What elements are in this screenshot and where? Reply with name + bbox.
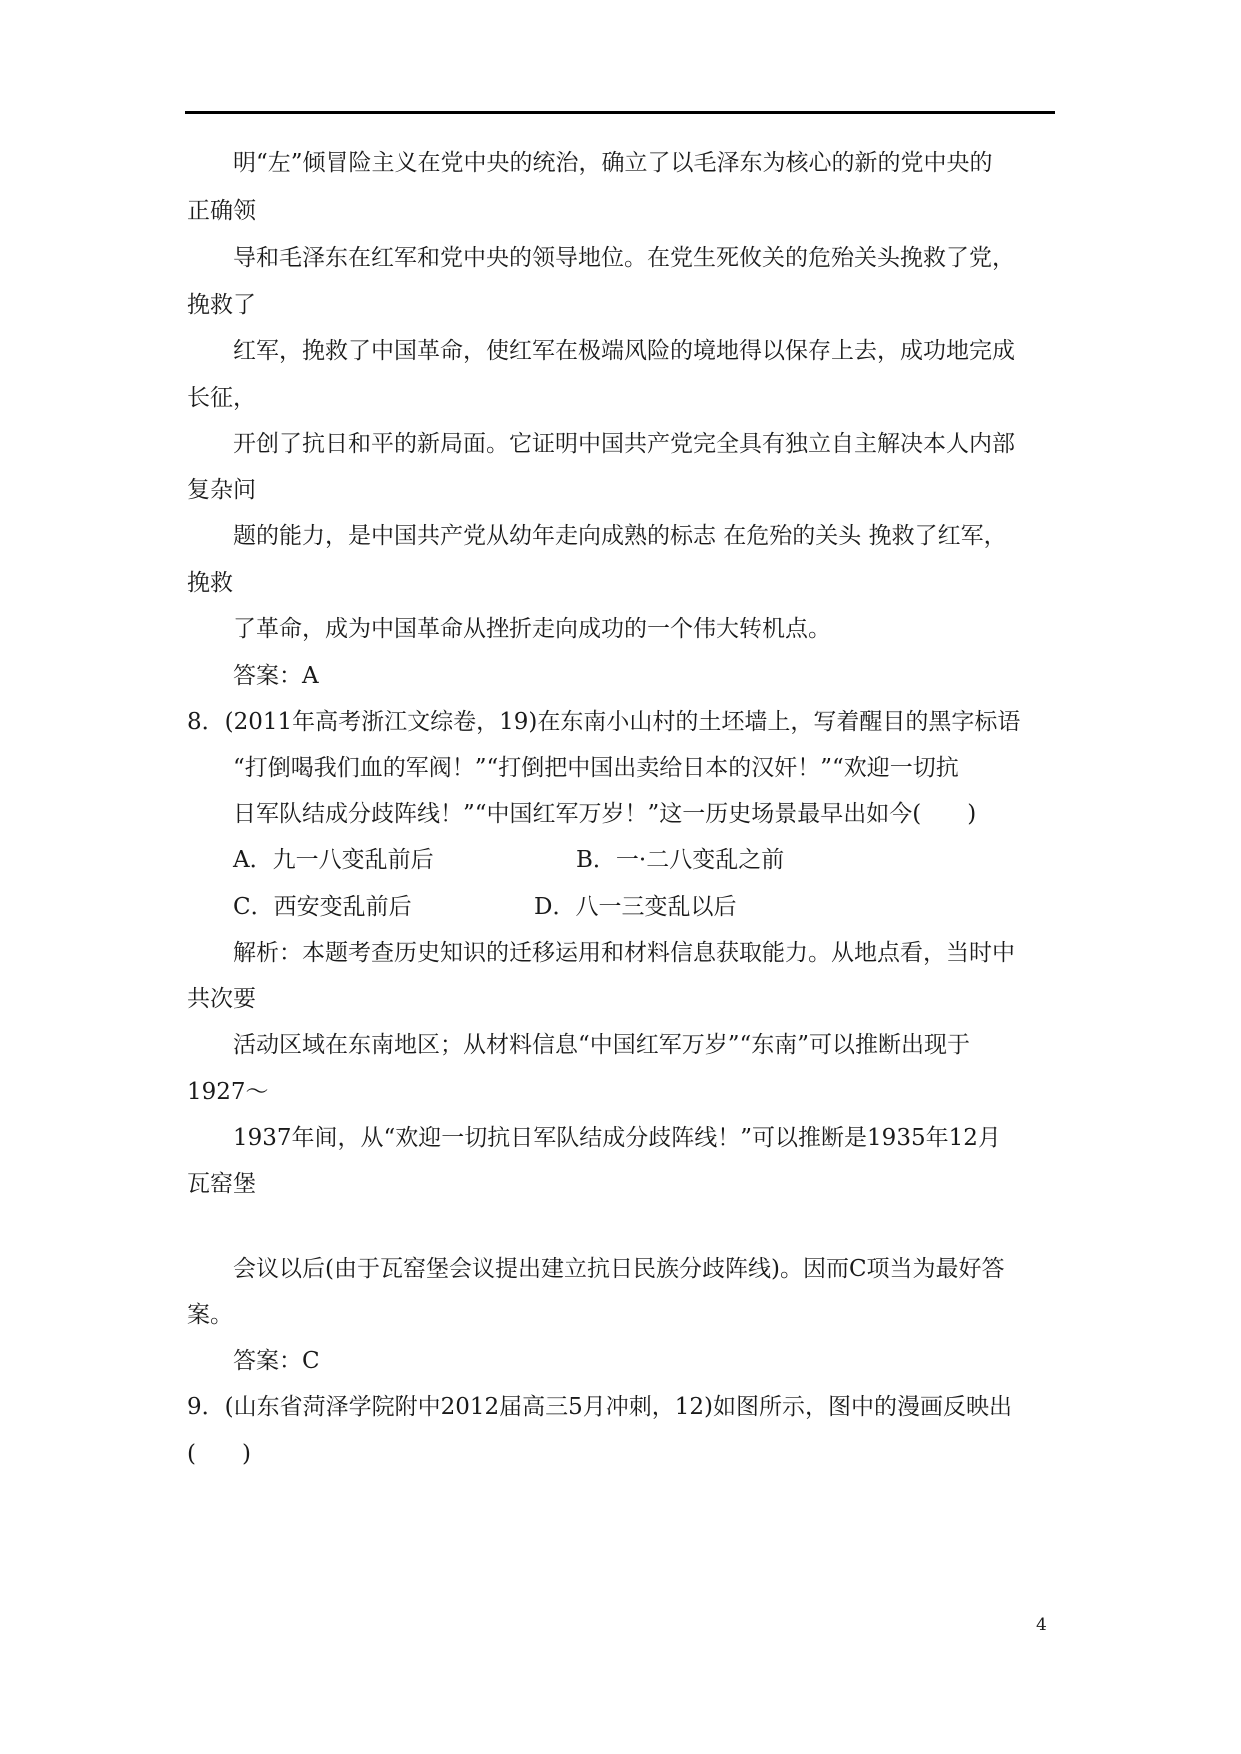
text-line: “打倒喝我们血的军阀！”“打倒把中国出卖给日本的汉奸！”“欢迎一切抗 xyxy=(233,755,959,781)
text-line: 导和毛泽东在红军和党中央的领导地位。在党生死攸关的危殆关头挽救了党， xyxy=(233,245,1015,271)
text-line: 共次要 xyxy=(187,986,256,1012)
text-line: 会议以后(由于瓦窑堡会议提出建立抗日民族分歧阵线)。因而C项当为最好答 xyxy=(233,1256,1005,1282)
question-9: 9．(山东省菏泽学院附中2012届高三5月冲刺，12)如图所示，图中的漫画反映出 xyxy=(187,1394,1013,1420)
option-a: A．九一八变乱前后 xyxy=(233,847,434,873)
text-line: 长征， xyxy=(187,385,256,411)
text-line: 开创了抗日和平的新局面。它证明中国共产党完全具有独立自主解决本人内部 xyxy=(233,431,1015,457)
text-line: 案。 xyxy=(187,1302,233,1328)
text-line: 题的能力，是中国共产党从幼年走向成熟的标志 在危殆的关头 挽救了红军， xyxy=(233,523,1007,549)
question-8: 8．(2011年高考浙江文综卷，19)在东南小山村的土坯墙上，写着醒目的黑字标语 xyxy=(187,709,1021,735)
text-line: 明“左”倾冒险主义在党中央的统治，确立了以毛泽东为核心的新的党中央的 xyxy=(233,150,993,176)
text-line: 复杂问 xyxy=(187,477,256,503)
text-line: ( ) xyxy=(187,1441,251,1467)
header-rule xyxy=(185,111,1055,114)
text-line: 1937年间，从“欢迎一切抗日军队结成分歧阵线！”可以推断是1935年12月 xyxy=(233,1125,1001,1151)
page-number: 4 xyxy=(1036,1615,1047,1635)
text-line: 了革命，成为中国革命从挫折走向成功的一个伟大转机点。 xyxy=(233,616,831,642)
text-line: 活动区域在东南地区；从材料信息“中国红军万岁”“东南”可以推断出现于 xyxy=(233,1032,971,1058)
text-line: 红军，挽救了中国革命，使红军在极端风险的境地得以保存上去，成功地完成 xyxy=(233,338,1015,364)
text-line: 解析：本题考查历史知识的迁移运用和材料信息获取能力。从地点看，当时中 xyxy=(233,940,1015,966)
answer-line: 答案：C xyxy=(233,1348,320,1374)
option-c: C．西安变乱前后 xyxy=(233,894,412,920)
text-line: 瓦窑堡 xyxy=(187,1171,256,1197)
answer-line: 答案：A xyxy=(233,663,319,689)
text-line: 挽救了 xyxy=(187,292,256,318)
option-d: D．八一三变乱以后 xyxy=(534,894,737,920)
option-b: B．一·二八变乱之前 xyxy=(576,847,785,873)
text-line: 日军队结成分歧阵线！”“中国红军万岁！”这一历史场景最早出如今( ) xyxy=(233,801,977,827)
text-line: 挽救 xyxy=(187,570,233,596)
text-line: 正确领 xyxy=(187,198,256,224)
text-line: 1927～ xyxy=(187,1079,269,1105)
